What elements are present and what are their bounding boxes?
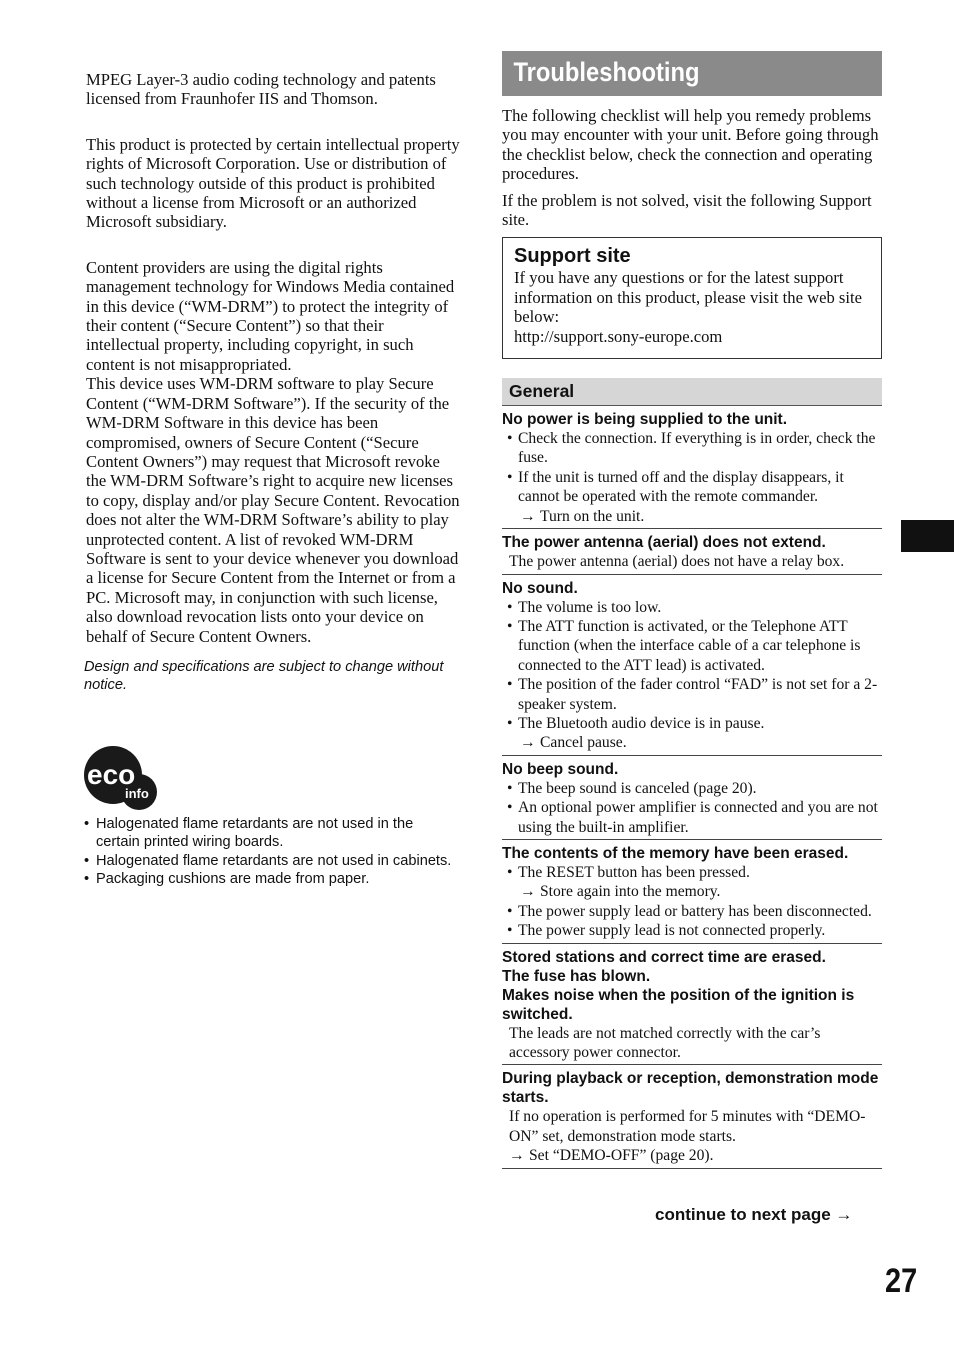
mp3-license-paragraph: MPEG Layer-3 audio coding technology and patents licensed from Fraunhofer IIS and Thomson. — [86, 70, 436, 109]
arrow-right-icon: → — [509, 1147, 525, 1165]
eco-list — [84, 815, 459, 889]
trouble-section-no-beep — [502, 760, 882, 840]
remedy-text: Store again into the memory. — [540, 883, 721, 901]
eco-logo-info-text: info — [125, 786, 149, 801]
support-site-title: Support site — [514, 245, 631, 268]
cause-text: If no operation is performed for 5 minutes with “DEMO-ON” set, demonstration mode starts. — [509, 1108, 866, 1145]
right-column — [502, 51, 882, 1169]
eco-list-item: • Halogenated flame retardants are not used in cabinets. — [84, 852, 459, 870]
support-site-box — [502, 237, 882, 359]
remedy-text: Set “DEMO-OFF” (page 20). — [529, 1147, 714, 1165]
eco-list-item: • Packaging cushions are made from paper. — [84, 870, 459, 888]
continue-next-page: continue to next page → — [655, 1205, 853, 1224]
problem-heading: During playback or reception, demonstration mode starts. — [502, 1070, 879, 1107]
eco-list-item: • Halogenated flame retardants are not used in the certain printed wiring boards. — [84, 815, 459, 852]
trouble-section-demo-mode — [502, 1069, 882, 1168]
support-site-link[interactable]: http://support.sony-europe.com — [514, 326, 723, 346]
trouble-section-stations-erased — [502, 948, 882, 1066]
left-column — [86, 70, 461, 694]
remedy-text: Turn on the unit. — [540, 507, 645, 525]
design-notice: Design and specifications are subject to change without notice. — [84, 658, 444, 693]
microsoft-ip-paragraph: This product is protected by certain intellectual property rights of Microsoft Corporation. Use or distribution of such technology outside of this product is prohibited without a license from Microsoft or an authorized Microsoft subsidiary. — [86, 134, 460, 232]
eco-logo-text: eco — [87, 759, 136, 790]
problem-heading: The contents of the memory have been erased. — [502, 844, 849, 862]
trouble-section-antenna — [502, 533, 882, 574]
intro-paragraph-2: If the problem is not solved, visit the following Support site. — [502, 190, 872, 230]
remedy-item — [502, 882, 882, 901]
drm-paragraph-2: This device uses WM-DRM software to play Secure Content (“WM-DRM Software”). If the security of the WM-DRM Software in this device has been compromised, owners of Secure Content (“Secure Content Owners”) may request that Microsoft revoke the WM-DRM Software’s right to acquire new licenses to copy, display and/or play Secure Content. Revocation does not alter the WM-DRM Software’s ability to play unprotected content. A list of revoked WM-DRM Software is sent to your device whenever you download a license for Secure Content from the Internet or from a PC. Microsoft may, in conjunction with such license, also download revocation lists onto your device on behalf of Secure Content Owners. — [86, 374, 460, 646]
cause-item: • The Bluetooth audio device is in pause. — [502, 714, 882, 733]
cause-item: • The volume is too low. — [502, 598, 882, 617]
cause-text: The power antenna (aerial) does not have a relay box. — [509, 553, 845, 571]
arrow-right-icon: → — [520, 734, 536, 752]
cause-item: • The position of the fader control “FAD” is not set for a 2-speaker system. — [502, 675, 882, 714]
trouble-section-no-sound — [502, 579, 882, 756]
eco-info-logo-icon — [83, 746, 161, 810]
trouble-section-no-power — [502, 410, 882, 529]
support-site-text — [514, 268, 870, 346]
cause-item: • The RESET button has been pressed. — [502, 863, 882, 882]
cause-item: • If the unit is turned off and the display disappears, it cannot be operated with the remote commander. — [502, 468, 882, 507]
page-title-bar — [502, 51, 882, 96]
intro-paragraph: The following checklist will help you remedy problems you may encounter with your unit. Before going through the checklist below, check the connection and operating procedures. — [502, 106, 879, 184]
drm-paragraph-1: Content providers are using the digital rights management technology for Windows Media contained in this device (“WM-DRM”) to protect the integrity of their content (“Secure Content”) so that their intellectual property, including copyright, in such content is not misappropriated. — [86, 257, 455, 374]
problem-heading: No sound. — [502, 579, 578, 597]
trouble-section-memory-erased — [502, 844, 882, 944]
problem-heading: No power is being supplied to the unit. — [502, 411, 788, 429]
page-title: Troubleshooting — [513, 57, 700, 87]
remedy-item — [502, 507, 882, 526]
support-site-description: If you have any questions or for the latest support information on this product, please visit the web site below: — [514, 268, 862, 327]
problem-heading: The power antenna (aerial) does not extend. — [502, 534, 826, 552]
arrow-right-icon: → — [520, 507, 536, 525]
general-section-header — [502, 378, 882, 406]
arrow-right-icon: → — [520, 883, 536, 901]
remedy-item — [502, 733, 882, 752]
problem-heading: Makes noise when the position of the ignition is switched. — [502, 986, 855, 1023]
problem-heading: No beep sound. — [502, 760, 619, 778]
problem-heading: Stored stations and correct time are erased. — [502, 948, 826, 966]
remedy-text: Cancel pause. — [540, 734, 627, 752]
cause-item: • The ATT function is activated, or the Telephone ATT function (when the interface cable of a car telephone is connected to the ATT lead) is activated. — [502, 617, 882, 675]
cause-item: • Check the connection. If everything is in order, check the fuse. — [502, 429, 882, 468]
cause-item: • The power supply lead or battery has been disconnected. — [502, 902, 882, 921]
problem-heading: The fuse has blown. — [502, 967, 651, 985]
section-index-tab — [901, 520, 954, 552]
page-number: 27 — [885, 1262, 918, 1300]
cause-item: • The beep sound is canceled (page 20). — [502, 779, 882, 798]
remedy-item — [502, 1146, 882, 1165]
general-title: General — [509, 381, 575, 402]
cause-item: • An optional power amplifier is connected and you are not using the built-in amplifier. — [502, 798, 882, 837]
cause-item: • The power supply lead is not connected properly. — [502, 921, 882, 940]
cause-text: The leads are not matched correctly with the car’s accessory power connector. — [509, 1024, 821, 1061]
